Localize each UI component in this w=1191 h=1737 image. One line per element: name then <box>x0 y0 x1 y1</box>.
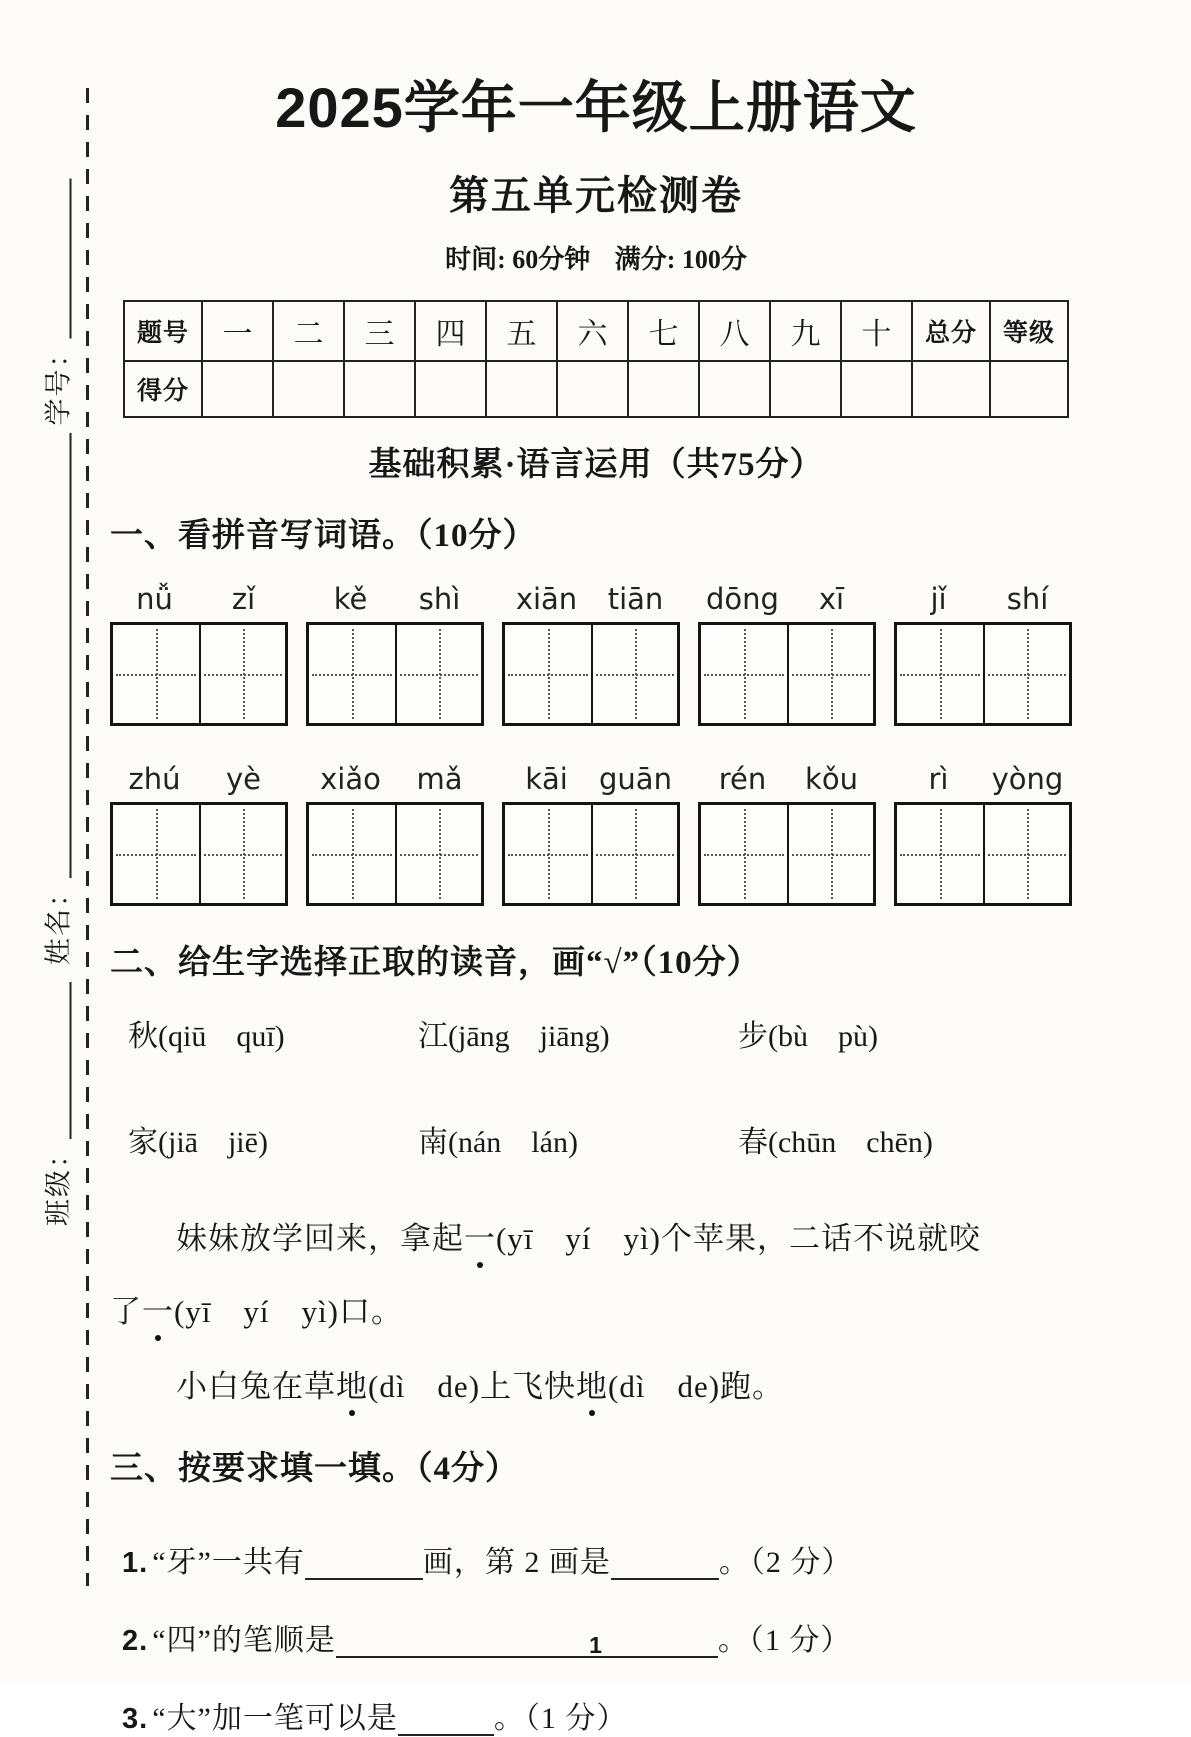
writing-cell <box>505 625 591 723</box>
score-header-cell: 题号 <box>124 301 202 361</box>
fill-item-1 <box>110 1537 1082 1581</box>
choice-item: 春(chūn chēn) <box>738 1126 933 1159</box>
sentence-text: 了 <box>110 1294 142 1329</box>
writing-grid <box>110 802 288 906</box>
item-text: “四”的笔顺是 <box>152 1624 336 1657</box>
writing-cell <box>505 805 591 903</box>
content-column <box>110 0 1082 1737</box>
student-id-blank <box>52 179 72 339</box>
score-header-cell: 二 <box>273 301 344 361</box>
choice-item: 南(nán lán) <box>418 1126 578 1159</box>
score-header-cell: 一 <box>202 301 273 361</box>
score-cell <box>273 361 344 417</box>
writing-cell <box>701 625 787 723</box>
student-name-field <box>37 433 76 965</box>
pinyin-syllable: rén <box>718 762 767 796</box>
emphasized-char: 一 <box>464 1221 496 1256</box>
sentence-text: (dì de)上飞快 <box>368 1369 577 1404</box>
sentence-text: (yī yí yì)口。 <box>174 1294 403 1329</box>
writing-grid <box>502 802 680 906</box>
exam-meta <box>110 239 1082 276</box>
pinyin-grid-group <box>698 762 876 906</box>
score-cell <box>770 361 841 417</box>
score-cell <box>415 361 486 417</box>
item-number: 3. <box>122 1703 149 1735</box>
score-header-cell: 等级 <box>990 301 1068 361</box>
item-text: 。（1 分） <box>717 1624 852 1657</box>
score-table <box>123 300 1069 418</box>
choice-item: 秋(qiū quī) <box>128 1020 285 1053</box>
class-label: 班级： <box>43 1139 74 1226</box>
question-2-heading: 二、给生字选择正取的读音，画“√”（10分） <box>110 945 761 981</box>
writing-cell <box>395 625 481 723</box>
choice-item: 步(bù pù) <box>738 1020 878 1053</box>
pinyin-grid-group <box>894 762 1072 906</box>
student-name-label: 姓名： <box>43 878 74 965</box>
pinyin-grid-row-1 <box>110 582 1072 726</box>
sentence-line-3 <box>110 1361 1082 1406</box>
answer-blank <box>398 1702 494 1736</box>
writing-cell <box>897 805 983 903</box>
item-number: 1. <box>122 1547 149 1579</box>
writing-cell <box>591 625 677 723</box>
sentence-line-2 <box>110 1286 1082 1331</box>
score-cell <box>486 361 557 417</box>
seal-dashed-line <box>86 88 89 1586</box>
score-row-label: 得分 <box>124 361 202 417</box>
score-cell <box>344 361 415 417</box>
pinyin-pair <box>306 762 484 796</box>
score-header-cell: 九 <box>770 301 841 361</box>
page-title: 2025学年一年级上册语文 <box>275 76 917 139</box>
writing-grid <box>502 622 680 726</box>
item-text: 。（1 分） <box>493 1702 628 1735</box>
question-1-heading: 一、看拼音写词语。（10分） <box>110 518 537 554</box>
writing-cell <box>591 805 677 903</box>
score-cell <box>912 361 990 417</box>
score-cell <box>699 361 770 417</box>
writing-cell <box>309 805 395 903</box>
sentence-text: (dì de)跑。 <box>608 1369 785 1404</box>
pinyin-syllable: nǚ <box>136 582 173 616</box>
pinyin-syllable: xī <box>818 582 845 616</box>
score-cell <box>841 361 912 417</box>
emphasized-char: 一 <box>142 1294 174 1329</box>
writing-grid <box>110 622 288 726</box>
score-header-cell: 六 <box>557 301 628 361</box>
pinyin-grid-row-2 <box>110 762 1072 906</box>
student-name-blank <box>52 433 72 878</box>
sentence-text: 妹妹放学回来，拿起 <box>176 1221 464 1256</box>
pinyin-syllable: yè <box>225 762 261 796</box>
score-cell <box>557 361 628 417</box>
page-subtitle: 第五单元检测卷 <box>449 174 743 218</box>
pinyin-pair <box>110 582 288 616</box>
score-header-cell: 三 <box>344 301 415 361</box>
writing-cell <box>787 625 873 723</box>
pinyin-pair <box>502 582 680 616</box>
emphasized-char: 地 <box>336 1369 368 1404</box>
item-text: 画，第 2 画是 <box>422 1546 611 1579</box>
pronunciation-choice-row-1 <box>110 1011 1082 1055</box>
choice-item: 江(jāng jiāng) <box>418 1020 610 1053</box>
pinyin-grid-group <box>306 762 484 906</box>
writing-grid <box>698 622 876 726</box>
class-blank <box>52 982 72 1139</box>
choice-item: 家(jiā jiē) <box>128 1126 268 1159</box>
writing-grid <box>698 802 876 906</box>
pinyin-pair <box>502 762 680 796</box>
writing-cell <box>701 805 787 903</box>
student-id-label: 学号： <box>43 338 74 426</box>
score-header-cell: 总分 <box>912 301 990 361</box>
writing-grid <box>306 622 484 726</box>
pinyin-syllable: mǎ <box>416 762 463 796</box>
pinyin-syllable: kǒu <box>805 762 858 796</box>
pronunciation-choice-row-2 <box>110 1117 1082 1161</box>
score-header-cell: 八 <box>699 301 770 361</box>
pinyin-syllable: guān <box>599 762 672 796</box>
sentence-text: 小白兔在草 <box>176 1369 336 1404</box>
answer-blank <box>611 1546 719 1580</box>
pinyin-grid-group <box>502 762 680 906</box>
pinyin-pair <box>306 582 484 616</box>
writing-cell <box>113 625 199 723</box>
writing-cell <box>983 625 1069 723</box>
writing-cell <box>983 805 1069 903</box>
class-field <box>37 982 76 1226</box>
section-header: 基础积累·语言运用（共75分） <box>368 447 824 483</box>
writing-cell <box>897 625 983 723</box>
fill-item-3 <box>110 1693 1082 1737</box>
writing-grid <box>306 802 484 906</box>
pinyin-syllable: zhú <box>128 762 181 796</box>
pinyin-syllable: xiǎo <box>320 762 381 796</box>
score-table-header-row <box>124 301 1068 361</box>
emphasized-char: 地 <box>576 1369 609 1404</box>
pinyin-syllable: jǐ <box>930 582 947 616</box>
score-table-score-row <box>124 361 1068 417</box>
pinyin-grid-group <box>306 582 484 726</box>
sentence-line-1 <box>110 1213 1082 1258</box>
item-text: “大”加一笔可以是 <box>152 1702 398 1735</box>
item-text: 。（2 分） <box>718 1546 853 1579</box>
writing-cell <box>199 805 285 903</box>
score-header-cell: 四 <box>415 301 486 361</box>
pinyin-syllable: tiān <box>607 582 664 616</box>
writing-cell <box>787 805 873 903</box>
score-header-cell: 五 <box>486 301 557 361</box>
score-header-cell: 七 <box>628 301 699 361</box>
score-header-cell: 十 <box>841 301 912 361</box>
pinyin-pair <box>894 762 1072 796</box>
question-3-heading: 三、按要求填一填。（4分） <box>110 1451 519 1487</box>
pinyin-syllable: dōng <box>706 582 779 616</box>
writing-grid <box>894 802 1072 906</box>
pinyin-grid-group <box>110 582 288 726</box>
item-text: “牙”一共有 <box>152 1546 305 1579</box>
answer-blank <box>305 1546 423 1580</box>
student-id-field <box>37 179 76 426</box>
writing-cell <box>199 625 285 723</box>
exam-full-score: 满分: 100分 <box>614 245 747 274</box>
pinyin-pair <box>698 582 876 616</box>
pinyin-syllable: kě <box>333 582 368 616</box>
pinyin-syllable: yòng <box>991 762 1064 796</box>
pinyin-pair <box>698 762 876 796</box>
pinyin-grid-group <box>894 582 1072 726</box>
item-number: 2. <box>122 1625 149 1657</box>
page-number: 1 <box>589 1632 602 1658</box>
pinyin-syllable: kāi <box>525 762 568 796</box>
writing-cell <box>113 805 199 903</box>
score-cell <box>202 361 273 417</box>
pinyin-grid-group <box>698 582 876 726</box>
pinyin-syllable: rì <box>928 762 949 796</box>
pinyin-syllable: xiān <box>515 582 578 616</box>
score-cell <box>628 361 699 417</box>
pinyin-pair <box>894 582 1072 616</box>
writing-cell <box>395 805 481 903</box>
score-cell <box>990 361 1068 417</box>
sentence-text: (yī yí yì)个苹果，二话不说就咬 <box>496 1221 981 1256</box>
pinyin-syllable: shí <box>1006 582 1049 616</box>
exam-time: 时间: 60分钟 <box>445 245 591 274</box>
pinyin-grid-group <box>110 762 288 906</box>
writing-cell <box>309 625 395 723</box>
pinyin-grid-group <box>502 582 680 726</box>
pinyin-syllable: zǐ <box>231 582 256 616</box>
pinyin-pair <box>110 762 288 796</box>
pinyin-syllable: shì <box>418 582 461 616</box>
writing-grid <box>894 622 1072 726</box>
